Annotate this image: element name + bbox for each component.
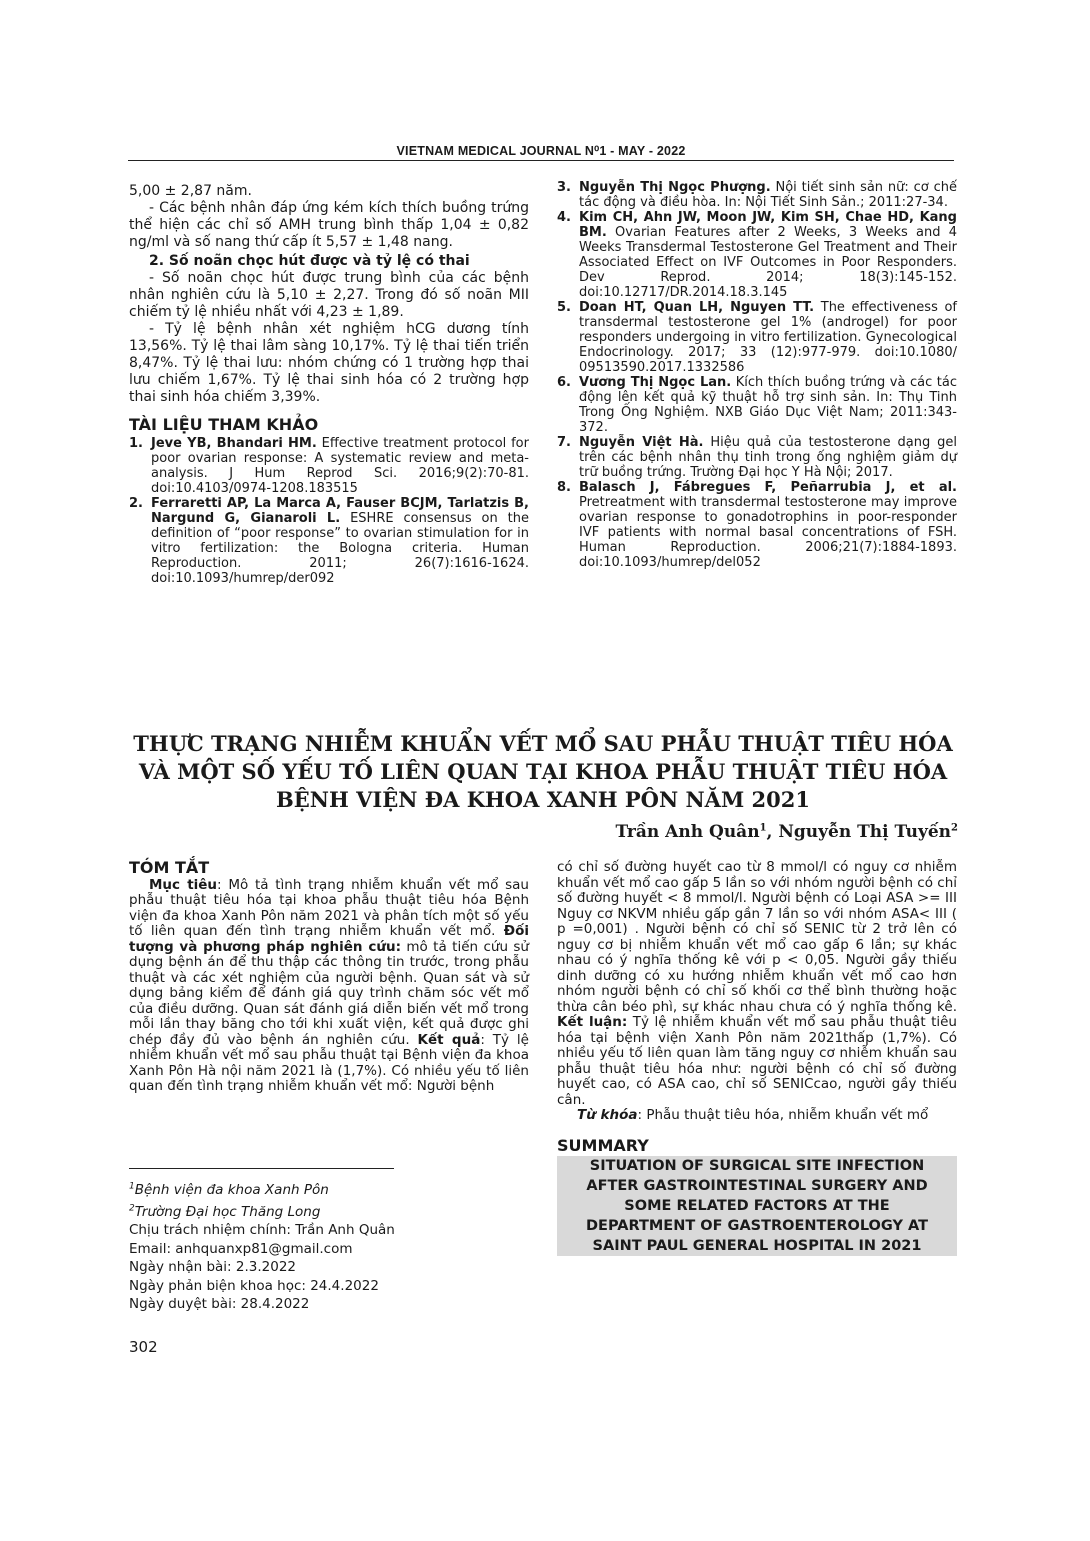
text-objective: : Mô tả tình trạng nhiễm khuẩn vết mổ sau phẫu thuật tiêu hóa tại khoa phẫu thuật tiêu hóa Bệnh viện đa khoa Xanh Pôn năm 2021 và phân tích một số yếu tố liên quan đến tình trạng nhiễm khuẩn vết mổ. [129, 876, 529, 939]
reference-text: Nội tiết sinh sản nữ: cơ chế tác động và điều hòa. In: Nội Tiết Sinh Sản.; 2011:27-34. [579, 180, 957, 210]
abstract-left [129, 860, 529, 1095]
footnote-received: Ngày nhận bài: 2.3.2022 [129, 1259, 297, 1275]
footnote-rule [129, 1168, 394, 1169]
reference-authors: Doan HT, Quan LH, Nguyen TT. [579, 300, 815, 315]
article-title [128, 730, 958, 814]
reference-authors: Jeve YB, Bhandari HM. [151, 436, 317, 451]
abstract-paragraph-cont [557, 860, 957, 1108]
abstract-right [557, 860, 957, 1256]
summary-title-line: DEPARTMENT OF GASTROENTEROLOGY AT [586, 1218, 928, 1234]
reference-number: 4. [557, 210, 571, 225]
reference-number: 1. [129, 436, 143, 451]
label-conclusion: Kết luận: [557, 1014, 628, 1030]
reference-item [557, 210, 957, 300]
author-affiliation-mark: 1 [759, 822, 767, 834]
footnote-approved: Ngày duyệt bài: 28.4.2022 [129, 1296, 310, 1312]
text-keywords: : Phẫu thuật tiêu hóa, nhiễm khuẩn vết mổ [637, 1107, 929, 1123]
footnote-reviewed: Ngày phản biện khoa học: 24.4.2022 [129, 1277, 379, 1294]
reference-text: The effectiveness of transdermal testosterone gel 1% (androgel) for poor responders undergoing in vitro fertilization. Gynecological Endocrinology. 2017; 33 (12):977-979. doi:10.1080/ 09513590.2017.1332586 [579, 300, 958, 375]
footnote-text: Trường Đại học Thăng Long [134, 1203, 321, 1220]
reference-number: 6. [557, 375, 571, 390]
reference-number: 5. [557, 300, 571, 315]
article-authors [616, 822, 958, 842]
page-number: 302 [129, 1338, 158, 1356]
header-rule [128, 160, 954, 161]
paragraph-oocytes: - Số noãn chọc hút được trung bình của các bệnh nhân nghiên cứu là 5,10 ± 2,27. Trong đó số noãn MII chiếm tỷ lệ nhiều nhất với 4,23 ± 1,89. [129, 270, 529, 320]
reference-item [129, 436, 529, 496]
paragraph-age: 5,00 ± 2,87 năm. [129, 183, 252, 199]
label-objective: Mục tiêu [149, 876, 218, 893]
text-results: : Tỷ lệ nhiễm khuẩn vết mổ sau phẫu thuật tại Bệnh viện đa khoa Xanh Pôn Hà nội năm 2021 là (1,7%). Có nhiều yếu tố liên quan đến tình trạng nhiễm khuẩn vết mổ: Người bệnh [129, 1031, 529, 1094]
summary-heading: SUMMARY [557, 1135, 649, 1155]
reference-authors: Balasch J, Fábregues F, Peñarrubia J, et al. [579, 480, 957, 495]
keywords [557, 1108, 957, 1124]
reference-authors: Vương Thị Ngọc Lan. [579, 375, 732, 390]
label-methods: Đối tượng và phương pháp nghiên cứu: [129, 923, 529, 955]
footnote-text: Bệnh viện đa khoa Xanh Pôn [134, 1181, 329, 1198]
reference-text: ESHRE consensus on the definition of “poor response” to ovarian stimulation for in vitro fertilization: the Bologna criteria. Human Reproduction. 2011; 26(7):1616-1624. doi:10.1093/humrep/der092 [151, 511, 529, 586]
summary-title-line: SAINT PAUL GENERAL HOSPITAL IN 2021 [592, 1238, 922, 1254]
journal-header: VIETNAM MEDICAL JOURNAL N⁰1 - MAY - 2022 [396, 144, 686, 158]
text-conclusion: Tỷ lệ nhiễm khuẩn vết mổ sau phẫu thuật tiêu hóa tại bệnh viện Xanh Pôn năm 2021thấp (1,7%). Có nhiều yếu tố liên quan làm tăng nguy cơ nhiễm khuẩn sau phẫu thuật tiêu hóa như: người bệnh có chỉ số đường huyết cao, có ASA cao, chỉ số SENICcao, người gầy thiếu cân. [557, 1014, 957, 1108]
article-title-line: BỆNH VIỆN ĐA KHOA XANH PÔN NĂM 2021 [276, 787, 810, 812]
summary-title-line: SOME RELATED FACTORS AT THE [624, 1198, 890, 1214]
reference-item [557, 375, 957, 435]
abstract-paragraph [129, 878, 529, 1095]
summary-title-line: AFTER GASTROINTESTINAL SURGERY AND [586, 1178, 928, 1194]
left-column-top [129, 183, 529, 586]
reference-text: Effective treatment protocol for poor ovarian response: A systematic review and meta-analysis. J Hum Reprod Sci. 2016;9(2):70-81. doi:10.4103/0974-1208.183515 [151, 436, 529, 496]
label-keywords: Từ khóa [577, 1107, 638, 1123]
reference-item [557, 480, 957, 570]
right-column-top [557, 180, 957, 570]
reference-number: 8. [557, 480, 571, 495]
label-results: Kết quả [417, 1031, 481, 1048]
summary-title-line: SITUATION OF SURGICAL SITE INFECTION [589, 1158, 925, 1174]
footnote-affiliation-2 [129, 1199, 529, 1221]
reference-item [557, 300, 957, 375]
reference-number: 2. [129, 496, 143, 511]
reference-text: Pretreatment with transdermal testosterone may improve ovarian response to gonadotrophins in poor-responder IVF patients with normal basal concentrations of FSH. Human Reproduction. 2006;21(7):1884-1893. doi:10.1093/humrep/del052 [579, 495, 957, 570]
reference-authors: Nguyễn Thị Ngọc Phượng. [579, 180, 771, 195]
references-title: TÀI LIỆU THAM KHẢO [129, 415, 319, 434]
footnote-affiliation-1 [129, 1177, 529, 1199]
reference-authors: Nguyễn Việt Hà. [579, 435, 704, 450]
section-heading-2: 2. Số noãn chọc hút được và tỷ lệ có thai [149, 253, 470, 269]
reference-number: 7. [557, 435, 571, 450]
summary-title-box [557, 1156, 957, 1256]
footnote-corresponding: Chịu trách nhiệm chính: Trần Anh Quân [129, 1222, 395, 1238]
reference-item [557, 435, 957, 480]
author-name: Nguyễn Thị Tuyến [778, 822, 952, 842]
footnote-mark: 1 [129, 1181, 135, 1191]
article-title-line: VÀ MỘT SỐ YẾU TỐ LIÊN QUAN TẠI KHOA PHẪU THUẬT TIÊU HÓA [138, 759, 948, 784]
reference-number: 3. [557, 180, 571, 195]
reference-item [129, 496, 529, 586]
article-title-line: THỰC TRẠNG NHIỄM KHUẨN VẾT MỔ SAU PHẪU THUẬT TIÊU HÓA [133, 731, 953, 756]
reference-text: Kích thích buồng trứng và các tác động lên kết quả kỹ thuật hỗ trợ sinh sản. In: Thụ Tinh Trong Ống Nghiệm. NXB Giáo Dục Việt Nam; 2011:343-372. [579, 375, 957, 435]
footnote-email: Email: anhquanxp81@gmail.com [129, 1240, 353, 1257]
text-results-cont: có chỉ số đường huyết cao từ 8 mmol/l có nguy cơ nhiễm khuẩn vết mổ cao gấp 5 lần so với nhóm người bệnh có chỉ số đường huyết < 8 mmol/l. Người bệnh có Loại ASA >= III Nguy cơ NKVM nhiều gấp gần 7 lần so với nhóm ASA< III ( p =0,001) . Người bệnh có chỉ số SENIC từ 2 trở lên có nguy cơ bị nhiễm khuẩn vết mổ cao gấp 6 lần; sự khác nhau có ý nghĩa thống kê với p < 0,05. Người gầy thiếu dinh dưỡng có xu hướng nhiễm khuẩn vết mổ cao hơn nhóm người bệnh có chỉ số khối cơ thể bình thường hoặc thừa cân béo phì, sự khác nhau chưa có ý nghĩa thống kê. [557, 859, 957, 1015]
author-name: Trần Anh Quân [615, 822, 760, 842]
text-methods: mô tả tiến cứu sử dụng bệnh án để thu thập các thông tin trước, trong phẫu thuật và các xét nghiệm của người bệnh. Quan sát và sử dụng bảng kiểm để đánh giá quy trình chăm sóc vết mổ của điều dưỡng. Quan sát đánh giá diễn biến vết mổ trong mỗi lần thay băng cho tới khi xuất viện, kết quả được ghi chép đầy đủ vào bệnh án nghiên cứu. [129, 938, 529, 1048]
reference-item [557, 180, 957, 210]
footnote-mark: 2 [129, 1203, 135, 1213]
abstract-heading: TÓM TẮT [129, 858, 210, 877]
reference-authors: Kim CH, Ahn JW, Moon JW, Kim SH, Chae HD, Kang BM. [579, 210, 957, 240]
paragraph-amh: - Các bệnh nhân đáp ứng kém kích thích buồng trứng thể hiện các chỉ số AMH trung bình thấp 1,04 ± 0,82 ng/ml và số nang thứ cấp ít 5,57 ± 1,48 nang. [129, 200, 529, 250]
paragraph-pregnancy: - Tỷ lệ bệnh nhân xét nghiệm hCG dương tính 13,56%. Tỷ lệ thai lâm sàng 10,17%. Tỷ lệ thai tiến triển 8,47%. Tỷ lệ thai lưu: nhóm chứng có 1 trường hợp thai lưu chiếm 1,67%. Tỷ lệ thai sinh hóa có 2 trường hợp thai sinh hóa chiếm 3,39%. [129, 321, 529, 405]
author-affiliation-mark: 2 [951, 822, 958, 834]
reference-text: Hiệu quả của testosterone dạng gel trên các bệnh nhân thụ tinh trong ống nghiệm giảm dự trữ buồng trứng. Trường Đại học Y Hà Nội; 2017. [579, 435, 957, 480]
footnotes [129, 1168, 529, 1314]
reference-authors: Ferraretti AP, La Marca A, Fauser BCJM, Tarlatzis B, Nargund G, Gianaroli L. [151, 496, 529, 526]
reference-text: Ovarian Features after 2 Weeks, 3 Weeks and 4 Weeks Transdermal Testosterone Gel Treatment and Their Associated Effect on IVF Outcomes in Poor Responders. Dev Reprod. 2014; 18(3):145-152. doi:10.12717/DR.2014.18.3.145 [579, 225, 957, 300]
author-separator: , [766, 822, 779, 842]
